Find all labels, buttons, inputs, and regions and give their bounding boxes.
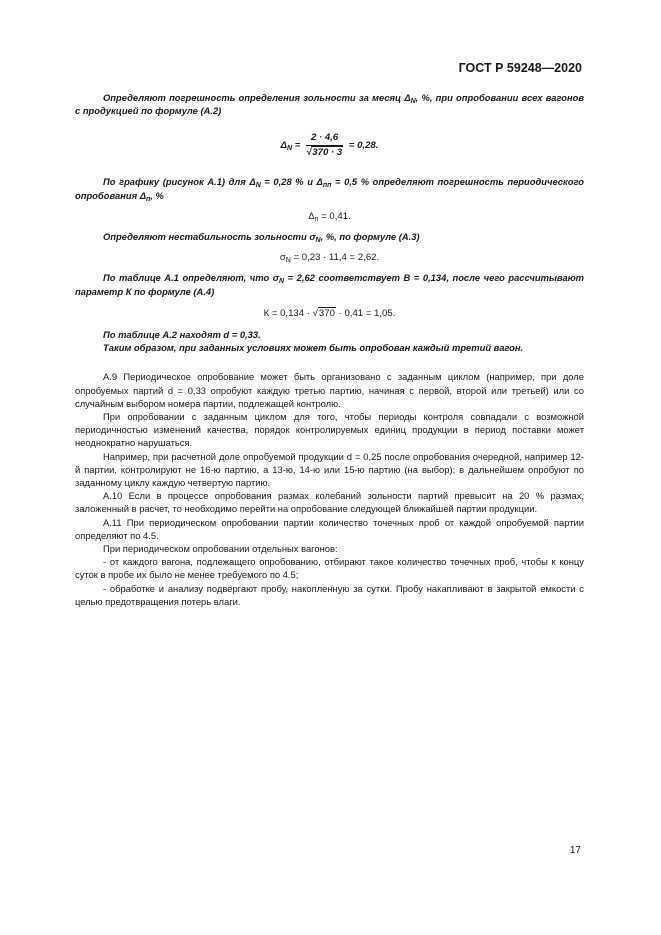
page-number: 17	[569, 845, 581, 856]
formula-sigma: $\sigma_N = 0,23 \cdot 11,4 = 2,62$.	[279, 252, 380, 265]
formula-delta-p: $\Delta_п = 0,41$.	[308, 210, 351, 223]
paragraph-table-a2: По таблице А.2 находят d = 0,33.	[103, 329, 261, 341]
formula-delta-n: $\Delta_N$ = $\frac{2 \cdot 4,6}{√370 \cdot 3}$ = 0,28.	[280, 132, 379, 159]
paragraph-a10: А.10 Если в процессе опробования размах колебаний зольности партий превысит на 20 % размах, заложенный в расчет, то необходимо перейти на опробование следующей ближайшей партии продукции.	[75, 490, 584, 515]
paragraph-a9: А.9 Периодическое опробование может быть организовано с заданным циклом (например, при доле опробуемых партий d = 0,33 опробуют каждую третью партию, начиная с первой, второй или третьей) или со случайным выбором номера партии, подлежащей контролю.	[75, 371, 584, 409]
paragraph-table-a1: По таблице А.1 определяют, что $\sigma_N = 2,62$ соответствует В = 0,134, после чего рассчитывают параметр К по формуле (А.4)	[75, 272, 584, 297]
paragraph-error-intro: Определяют погрешность определения зольности за месяц $\Delta_N$, %, при опробовании всех вагонов с продукцией по формуле (А.2)	[75, 92, 585, 117]
paragraph-a9-cycle: При опробовании с заданным циклом для того, чтобы периоды контроля совпадали с возможной периодичностью изменений качества, порядок контролируемых единиц продукции в период поставки может неоднократно нарушаться.	[75, 411, 584, 449]
list-item: - обработке и анализу подвергают пробу, накопленную за сутки. Пробу накапливают в закрытой емкости с целью предотвращения потерь влаги.	[75, 582, 584, 607]
document-id: ГОСТ Р 59248—2020	[458, 61, 582, 75]
paragraph-a11: А.11 При периодическом опробовании партии количество точечных проб от каждой опробуемой партии определяют по 4.5.	[75, 516, 584, 541]
paragraph-graph: По графику (рисунок А.1) для $\Delta_N = 0,28$ % и $\Delta_{пп} = 0,5$ % определяют погрешность периодического опробования $\Delta_п$, %	[75, 176, 584, 203]
fraction: $\frac{2 \cdot 4,6}{√370 \cdot 3}$	[306, 132, 343, 159]
paragraph-a9-example: Например, при расчетной доле опробуемой продукции d = 0,25 после опробования очередной, например 12-й партии, контролируют не 16-ю партию, а 13-ю, 14-ю или 15-ю партию (на выбор); в дальнейшем опробуют по заданному циклу каждую четвертую партию.	[75, 450, 584, 489]
paragraph-a11-wagons: При периодическом опробовании отдельных вагонов:	[103, 543, 338, 555]
document-body	[75, 91, 584, 608]
formula-k: К = 0,134 · √370 · 0,41 = 1,05.	[263, 307, 396, 319]
paragraph-conclusion: Таким образом, при заданных условиях может быть опробован каждый третий вагон.	[103, 342, 524, 354]
paragraph-instability: Определяют нестабильность зольности $\sigma_N$, %, по формуле (А.3)	[103, 231, 420, 245]
list-item: - от каждого вагона, подлежащего опробованию, отбирают такое количество точечных проб, чтобы к концу суток в пробе их было не менее требуемого по 4.5;	[75, 556, 584, 581]
